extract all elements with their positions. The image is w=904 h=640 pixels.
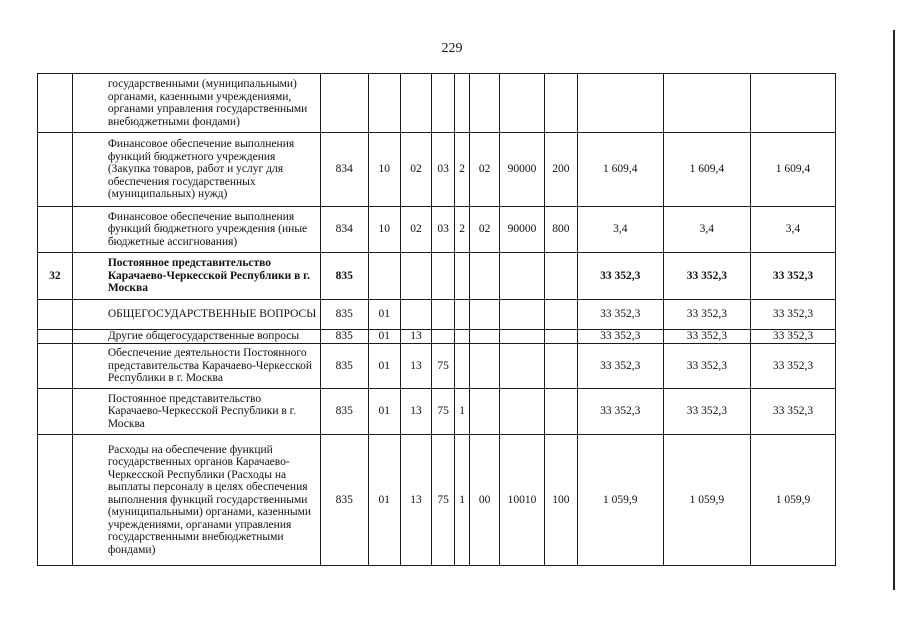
- section-cell: [368, 253, 400, 300]
- code-cell: 835: [320, 300, 368, 330]
- amount-cell-3: 1 609,4: [750, 133, 835, 207]
- table-row: [38, 133, 836, 207]
- row-number-cell: [38, 389, 73, 435]
- amount-cell-3: 3,4: [750, 207, 835, 253]
- subprogram-cell: 2: [454, 133, 469, 207]
- amount-cell-1: [577, 74, 663, 133]
- row-number-cell: 32: [38, 253, 73, 300]
- amount-cell-1: 33 352,3: [577, 330, 663, 344]
- direction-cell: [499, 74, 544, 133]
- amount-cell-3: 33 352,3: [750, 330, 835, 344]
- amount-cell-3: [750, 74, 835, 133]
- row-name-cell: ОБЩЕГОСУДАРСТВЕННЫЕ ВОПРОСЫ: [72, 300, 320, 330]
- program-cell: 03: [432, 207, 455, 253]
- table-row: [38, 330, 836, 344]
- code-cell: 835: [320, 389, 368, 435]
- amount-cell-1: 33 352,3: [577, 253, 663, 300]
- subprogram-cell: [454, 330, 469, 344]
- row-name-cell: Финансовое обеспечение выполнения функций бюджетного учреждения (Закупка товаров, работ и услуг для обеспечения государственных (муниципальных) нужд): [72, 133, 320, 207]
- amount-cell-2: 33 352,3: [663, 300, 750, 330]
- amount-cell-3: 1 059,9: [750, 435, 835, 566]
- direction-cell: [499, 344, 544, 389]
- row-name-cell: Расходы на обеспечение функций государственных органов Карачаево-Черкесской Республики (Расходы на выплаты персоналу в целях обеспечения выполнения функций государственными (муниципальными) органами, казенными учреждениями, органами управления государственными внебюджетными фондами): [72, 435, 320, 566]
- section-cell: 01: [368, 344, 400, 389]
- amount-cell-2: 33 352,3: [663, 344, 750, 389]
- activity-cell: 02: [470, 133, 500, 207]
- subsection-cell: 02: [400, 207, 432, 253]
- activity-cell: [470, 300, 500, 330]
- code-cell: 835: [320, 330, 368, 344]
- amount-cell-3: 33 352,3: [750, 389, 835, 435]
- amount-cell-2: 1 609,4: [663, 133, 750, 207]
- subprogram-cell: [454, 344, 469, 389]
- row-number-cell: [38, 344, 73, 389]
- table-row: [38, 389, 836, 435]
- expense-type-cell: [545, 344, 578, 389]
- row-name-cell: Постоянное представительство Карачаево-Черкесской Республики в г. Москва: [72, 253, 320, 300]
- direction-cell: [499, 389, 544, 435]
- subprogram-cell: 1: [454, 435, 469, 566]
- activity-cell: [470, 253, 500, 300]
- amount-cell-3: 33 352,3: [750, 344, 835, 389]
- table-row: [38, 435, 836, 566]
- amount-cell-2: [663, 74, 750, 133]
- direction-cell: [499, 300, 544, 330]
- amount-cell-2: 33 352,3: [663, 253, 750, 300]
- section-cell: 01: [368, 300, 400, 330]
- code-cell: 834: [320, 207, 368, 253]
- amount-cell-2: 1 059,9: [663, 435, 750, 566]
- section-cell: 10: [368, 133, 400, 207]
- amount-cell-1: 33 352,3: [577, 389, 663, 435]
- row-name-cell: государственными (муниципальными) органами, казенными учреждениями, органами управления государственными внебюджетными фондами): [72, 74, 320, 133]
- program-cell: 03: [432, 133, 455, 207]
- code-cell: 835: [320, 253, 368, 300]
- section-cell: 01: [368, 330, 400, 344]
- row-name-cell: Финансовое обеспечение выполнения функций бюджетного учреждения (иные бюджетные ассигнования): [72, 207, 320, 253]
- program-cell: [432, 300, 455, 330]
- subsection-cell: 13: [400, 389, 432, 435]
- subprogram-cell: 2: [454, 207, 469, 253]
- code-cell: 835: [320, 435, 368, 566]
- activity-cell: [470, 389, 500, 435]
- table-row: [38, 344, 836, 389]
- table-row: [38, 74, 836, 133]
- program-cell: 75: [432, 389, 455, 435]
- row-number-cell: [38, 74, 73, 133]
- code-cell: [320, 74, 368, 133]
- row-number-cell: [38, 300, 73, 330]
- section-cell: 10: [368, 207, 400, 253]
- subsection-cell: [400, 253, 432, 300]
- subprogram-cell: [454, 74, 469, 133]
- row-name-cell: Другие общегосударственные вопросы: [72, 330, 320, 344]
- row-number-cell: [38, 133, 73, 207]
- direction-cell: [499, 253, 544, 300]
- page-number: 229: [441, 41, 463, 56]
- subsection-cell: [400, 300, 432, 330]
- subsection-cell: 13: [400, 435, 432, 566]
- direction-cell: 10010: [499, 435, 544, 566]
- subsection-cell: 02: [400, 133, 432, 207]
- activity-cell: 00: [470, 435, 500, 566]
- row-name-cell: Постоянное представительство Карачаево-Черкесской Республики в г. Москва: [72, 389, 320, 435]
- row-name-cell: Обеспечение деятельности Постоянного представительства Карачаево-Черкесской Республики в г. Москва: [72, 344, 320, 389]
- expense-type-cell: 100: [545, 435, 578, 566]
- amount-cell-1: 1 609,4: [577, 133, 663, 207]
- program-cell: 75: [432, 435, 455, 566]
- program-cell: [432, 253, 455, 300]
- row-number-cell: [38, 435, 73, 566]
- amount-cell-3: 33 352,3: [750, 253, 835, 300]
- table-row: [38, 253, 836, 300]
- activity-cell: 02: [470, 207, 500, 253]
- expense-type-cell: [545, 74, 578, 133]
- direction-cell: [499, 330, 544, 344]
- amount-cell-1: 1 059,9: [577, 435, 663, 566]
- amount-cell-2: 3,4: [663, 207, 750, 253]
- amount-cell-3: 33 352,3: [750, 300, 835, 330]
- direction-cell: 90000: [499, 133, 544, 207]
- amount-cell-1: 33 352,3: [577, 300, 663, 330]
- activity-cell: [470, 330, 500, 344]
- amount-cell-2: 33 352,3: [663, 330, 750, 344]
- subsection-cell: [400, 74, 432, 133]
- scan-edge-line: [893, 30, 895, 590]
- amount-cell-2: 33 352,3: [663, 389, 750, 435]
- table-row: [38, 300, 836, 330]
- budget-table: [37, 73, 836, 566]
- subprogram-cell: [454, 300, 469, 330]
- expense-type-cell: [545, 389, 578, 435]
- direction-cell: 90000: [499, 207, 544, 253]
- row-number-cell: [38, 330, 73, 344]
- subsection-cell: 13: [400, 330, 432, 344]
- activity-cell: [470, 344, 500, 389]
- expense-type-cell: [545, 300, 578, 330]
- expense-type-cell: [545, 253, 578, 300]
- amount-cell-1: 33 352,3: [577, 344, 663, 389]
- code-cell: 835: [320, 344, 368, 389]
- section-cell: 01: [368, 389, 400, 435]
- section-cell: [368, 74, 400, 133]
- subsection-cell: 13: [400, 344, 432, 389]
- code-cell: 834: [320, 133, 368, 207]
- table-row: [38, 207, 836, 253]
- program-cell: [432, 330, 455, 344]
- row-number-cell: [38, 207, 73, 253]
- program-cell: 75: [432, 344, 455, 389]
- program-cell: [432, 74, 455, 133]
- expense-type-cell: 800: [545, 207, 578, 253]
- section-cell: 01: [368, 435, 400, 566]
- expense-type-cell: [545, 330, 578, 344]
- amount-cell-1: 3,4: [577, 207, 663, 253]
- expense-type-cell: 200: [545, 133, 578, 207]
- activity-cell: [470, 74, 500, 133]
- subprogram-cell: [454, 253, 469, 300]
- subprogram-cell: 1: [454, 389, 469, 435]
